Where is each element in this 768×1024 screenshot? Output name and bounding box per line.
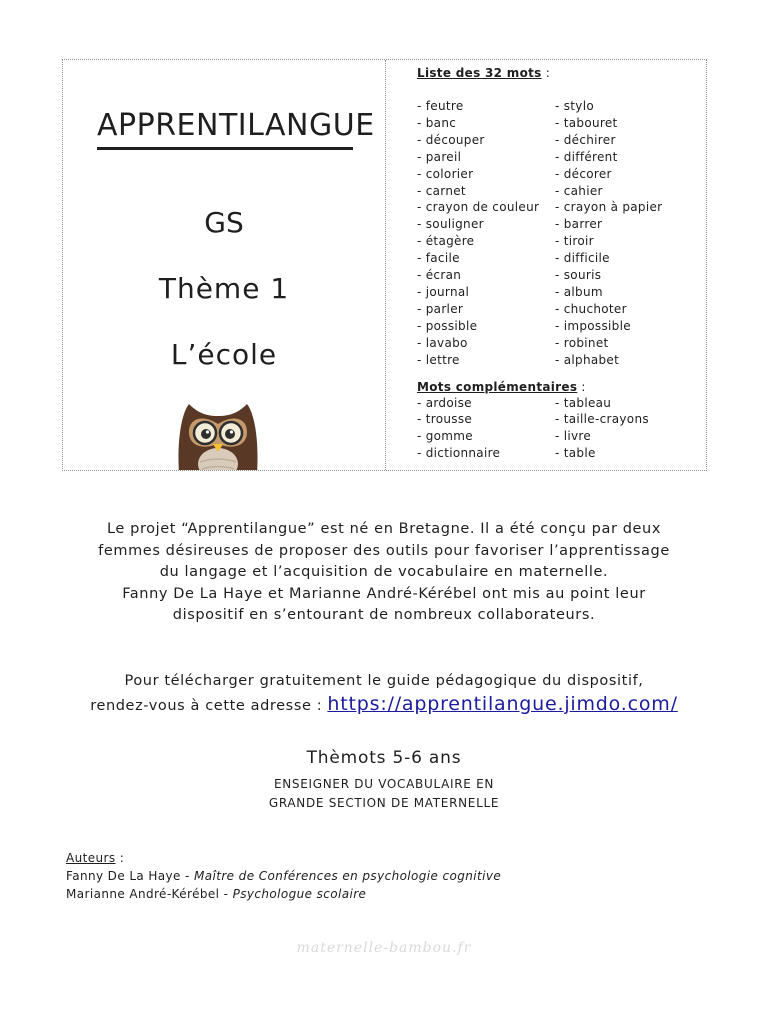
word-item: - tableau <box>555 395 695 412</box>
word-item: - table <box>555 445 695 462</box>
cover-left-panel <box>63 60 385 470</box>
intro-line: du langage et l’acquisition de vocabulaire en maternelle. <box>159 564 609 580</box>
word-item: - livre <box>555 428 695 445</box>
word-item: - souris <box>555 267 695 284</box>
word-item: - différent <box>555 149 695 166</box>
level-label: GS <box>204 206 244 239</box>
authors-block <box>66 849 706 903</box>
intro-line: Le projet “Apprentilangue” est né en Bretagne. Il a été conçu par deux <box>106 521 662 537</box>
word-item: - ardoise <box>417 395 555 412</box>
download-prefix: rendez-vous à cette adresse : <box>90 698 328 714</box>
intro-line: dispositif en s’entourant de nombreux collaborateurs. <box>172 607 596 623</box>
word-item: - souligner <box>417 216 555 233</box>
intro-line: femmes désireuses de proposer des outils pour favoriser l’apprentissage <box>98 542 670 559</box>
word-item: - tiroir <box>555 233 695 250</box>
word-item: - feutre <box>417 98 555 115</box>
word-item: - facile <box>417 250 555 267</box>
word-item: - difficile <box>555 250 695 267</box>
extra-words-colon: : <box>577 379 586 394</box>
word-item: - décorer <box>555 166 695 183</box>
book-subtitle <box>0 775 768 812</box>
download-line: Pour télécharger gratuitement le guide pédagogique du dispositif, <box>124 673 644 689</box>
author-line <box>66 885 706 903</box>
word-item: - carnet <box>417 183 555 200</box>
word-item: - impossible <box>555 318 695 335</box>
word-list-panel <box>417 66 707 462</box>
author-name: Marianne André-Kérébel - <box>66 887 233 901</box>
word-list-title: Liste des 32 mots <box>417 66 542 80</box>
book-subtitle-line: GRANDE SECTION DE MATERNELLE <box>268 795 500 810</box>
author-role: Maître de Conférences en psychologie cognitive <box>194 869 502 883</box>
book-title: Thèmots 5-6 ans <box>306 748 462 768</box>
word-list-heading <box>417 66 707 80</box>
word-item: - pareil <box>417 149 555 166</box>
theme-label: Thème 1 <box>158 272 290 305</box>
word-item: - tabouret <box>555 115 695 132</box>
word-item: - étagère <box>417 233 555 250</box>
word-item: - journal <box>417 284 555 301</box>
extra-words-heading <box>417 379 707 395</box>
word-item: - crayon de couleur <box>417 199 555 216</box>
word-item: - album <box>555 284 695 301</box>
author-line <box>66 867 706 885</box>
word-item: - gomme <box>417 428 555 445</box>
word-item: - déchirer <box>555 132 695 149</box>
download-note <box>40 670 728 718</box>
author-role: Psychologue scolaire <box>232 887 367 901</box>
word-item: - parler <box>417 301 555 318</box>
word-item: - barrer <box>555 216 695 233</box>
word-item: - dictionnaire <box>417 445 555 462</box>
word-item: - possible <box>417 318 555 335</box>
author-name: Fanny De La Haye - <box>66 869 194 883</box>
authors-colon: : <box>115 851 125 865</box>
word-item: - robinet <box>555 335 695 352</box>
word-item: - alphabet <box>555 352 695 369</box>
extra-word-list <box>417 395 707 463</box>
word-item: - crayon à papier <box>555 199 695 216</box>
word-list <box>417 98 707 369</box>
word-item: - lavabo <box>417 335 555 352</box>
card-divider <box>385 60 386 470</box>
owl-icon <box>175 402 261 471</box>
word-item: - banc <box>417 115 555 132</box>
word-item: - lettre <box>417 352 555 369</box>
watermark: maternelle-bambou.fr <box>296 940 472 956</box>
authors-heading <box>66 849 706 867</box>
word-item: - stylo <box>555 98 695 115</box>
intro-line: Fanny De La Haye et Marianne André-Kérébel ont mis au point leur <box>122 585 646 602</box>
word-item: - chuchoter <box>555 301 695 318</box>
book-subtitle-line: ENSEIGNER DU VOCABULAIRE EN <box>273 777 495 791</box>
brand-title: APPRENTILANGUE <box>97 108 353 150</box>
word-list-colon: : <box>541 66 551 80</box>
topic-label: L’école <box>170 338 278 371</box>
word-item: - cahier <box>555 183 695 200</box>
project-intro <box>40 519 728 627</box>
word-item: - colorier <box>417 166 555 183</box>
word-item: - découper <box>417 132 555 149</box>
extra-words-title: Mots complémentaires <box>417 379 578 394</box>
authors-title: Auteurs <box>66 851 116 865</box>
word-item: - écran <box>417 267 555 284</box>
download-line-2 <box>40 693 728 718</box>
cover-card <box>62 59 707 471</box>
word-item: - trousse <box>417 411 555 428</box>
word-item: - taille-crayons <box>555 411 695 428</box>
guide-download-link[interactable]: https://apprentilangue.jimdo.com/ <box>327 693 678 715</box>
